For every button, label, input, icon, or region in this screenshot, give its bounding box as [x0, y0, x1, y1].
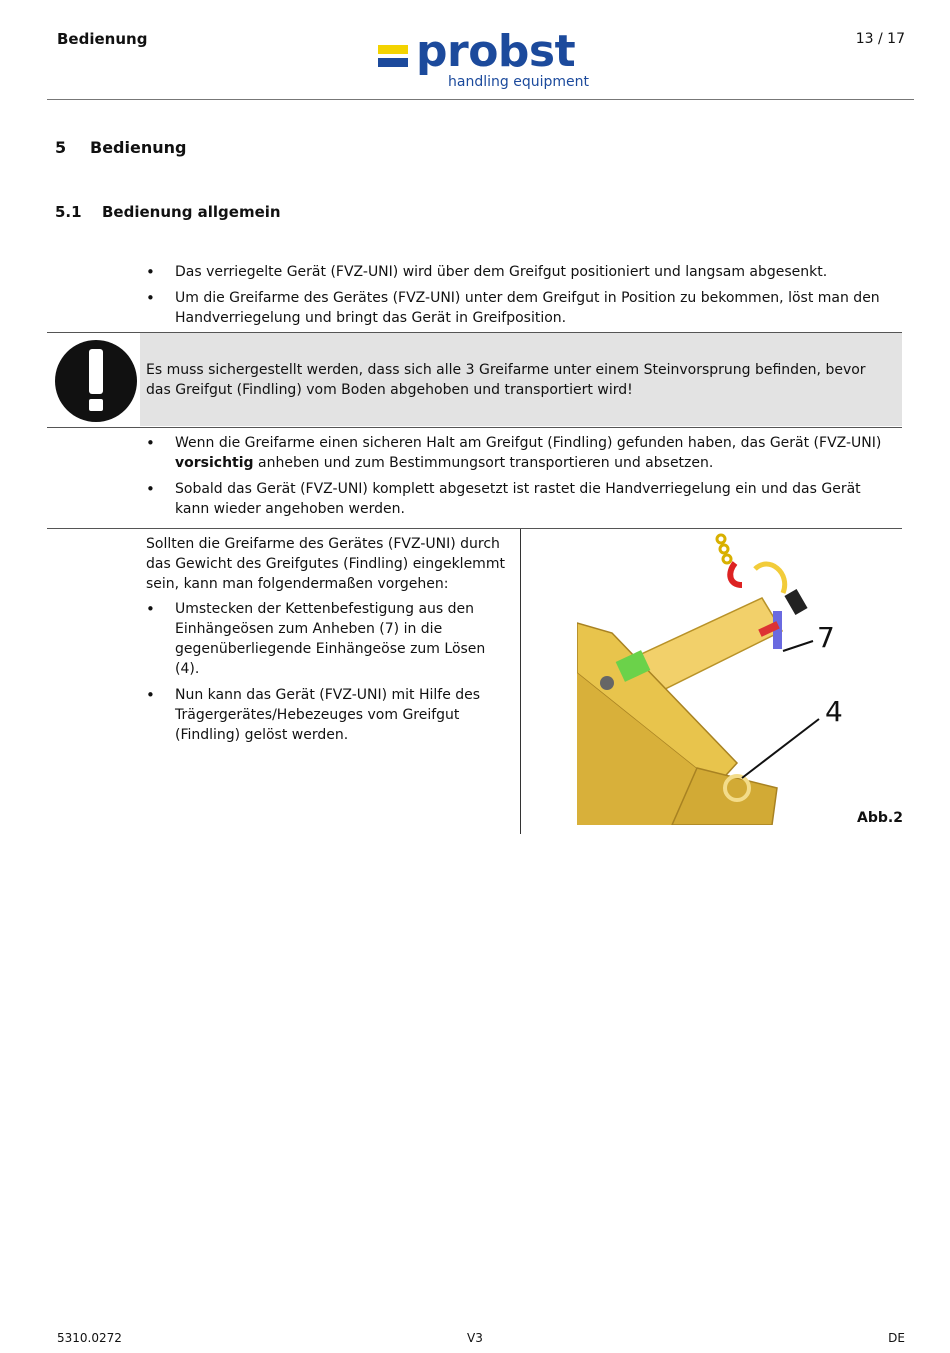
- section-number: 5: [55, 138, 67, 157]
- instruction-block: [146, 534, 511, 751]
- callout-7: 7: [817, 621, 835, 654]
- callout-line-7: [783, 641, 813, 651]
- hook-icon: [730, 563, 742, 585]
- probst-logo: [378, 26, 590, 97]
- subsection-title: Bedienung allgemein: [102, 203, 281, 221]
- page-number: 13 / 17: [855, 31, 905, 47]
- list-item: • Nun kann das Gerät (FVZ-UNI) mit Hilfe des Trägergerätes/Hebezeuges vom Greifgut (Findling) gelöst werden.: [146, 685, 511, 745]
- list-item: • Umstecken der Kettenbefestigung aus den Einhängeösen zum Anheben (7) in die gegenüberliegende Einhängeöse zum Lösen (4).: [146, 599, 511, 679]
- bullet-list-2: [146, 433, 886, 525]
- list-item: [146, 433, 886, 473]
- header-divider: [47, 99, 914, 100]
- callout-4: 4: [825, 695, 843, 728]
- header-section-label: Bedienung: [57, 30, 148, 48]
- bullet-list-1: [146, 262, 886, 334]
- list-item: • Sobald das Gerät (FVZ-UNI) komplett abgesetzt ist rastet die Handverriegelung ein und das Gerät kann wieder angehoben werden.: [146, 479, 886, 519]
- list-item: • Das verriegelte Gerät (FVZ-UNI) wird über dem Greifgut positioniert und langsam abgesenkt.: [146, 262, 886, 282]
- logo-brand: probst: [416, 26, 576, 77]
- column-divider: [520, 529, 521, 834]
- section-rule: [47, 528, 902, 529]
- subsection-heading: [55, 203, 281, 221]
- notice-bottom-rule: [47, 427, 902, 428]
- instruction-steps: [146, 599, 511, 745]
- figure-caption: Abb.2: [857, 810, 903, 826]
- logo-blue-bar: [378, 58, 408, 67]
- instruction-intro: Sollten die Greifarme des Gerätes (FVZ-UNI) durch das Gewicht des Greifgutes (Findling) eingeklemmt sein, kann man folgendermaßen vorgehen:: [146, 536, 505, 592]
- emphasis-vorsichtig: vorsichtig: [175, 455, 254, 471]
- callout-line-4: [742, 719, 819, 778]
- chain-icon: [717, 535, 731, 563]
- footer-language: DE: [888, 1331, 905, 1345]
- footer-version: V3: [467, 1331, 483, 1345]
- text-run: Wenn die Greifarme einen sicheren Halt am Greifgut (Findling) gefunden haben, das Gerät (FVZ-UNI): [175, 435, 882, 451]
- list-item: • Um die Greifarme des Gerätes (FVZ-UNI) unter dem Greifgut in Position zu bekommen, löst man den Handverriegelung und bringt das Gerät in Greifposition.: [146, 288, 886, 328]
- exclamation-dot: [89, 399, 103, 411]
- subsection-number: 5.1: [55, 203, 82, 221]
- section-heading: [55, 138, 186, 157]
- exclamation-bar: [89, 349, 103, 394]
- text-run: anheben und zum Bestimmungsort transportieren und absetzen.: [258, 455, 714, 471]
- section-title: Bedienung: [90, 138, 187, 157]
- logo-yellow-bar: [378, 45, 408, 54]
- notice-text: Es muss sichergestellt werden, dass sich alle 3 Greifarme unter einem Steinvorsprung befinden, bevor das Greifgut (Findling) vom Boden abgehoben und transportiert wird!: [146, 362, 866, 398]
- footer-doc-number: 5310.0272: [57, 1331, 122, 1345]
- device-figure: [577, 533, 867, 825]
- logo-tagline: handling equipment: [448, 74, 589, 90]
